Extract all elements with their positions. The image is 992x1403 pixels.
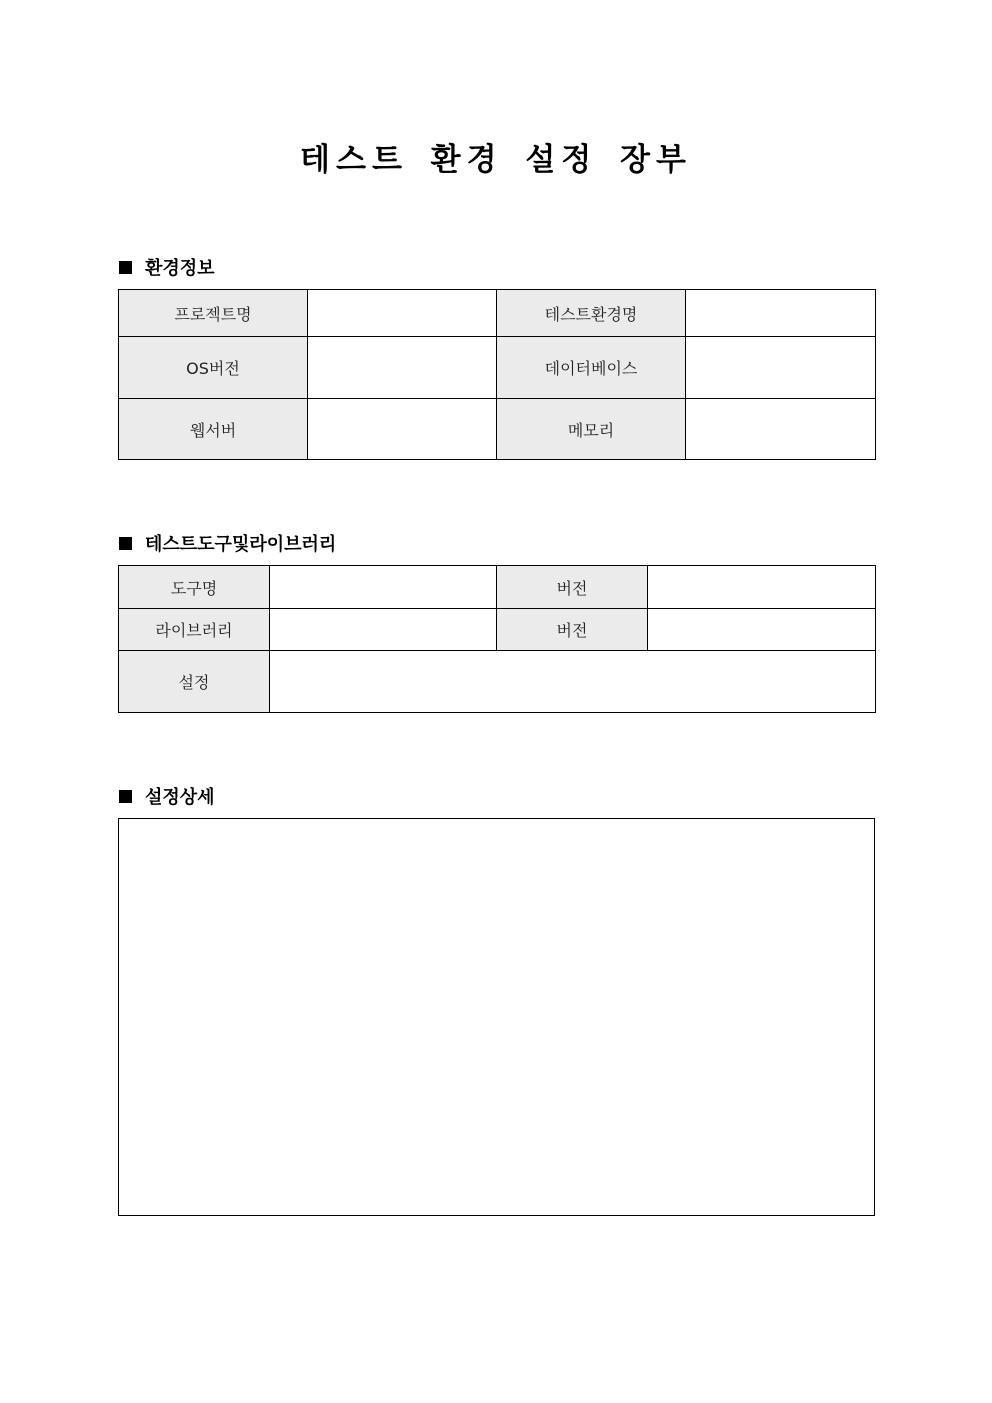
web-server-label: 웹서버 — [119, 399, 308, 460]
env-info-table — [118, 289, 876, 460]
database-label: 데이터베이스 — [497, 337, 686, 399]
memory-label: 메모리 — [497, 399, 686, 460]
setting-label: 설정 — [119, 651, 270, 713]
square-bullet-icon — [119, 790, 132, 803]
os-version-label: OS버전 — [119, 337, 308, 399]
library-version-field[interactable] — [648, 609, 876, 651]
web-server-field[interactable] — [308, 399, 497, 460]
project-name-field[interactable] — [308, 290, 497, 337]
section-heading-tools — [119, 530, 336, 556]
section-heading-label: 환경정보 — [145, 258, 215, 279]
square-bullet-icon — [119, 261, 132, 274]
project-name-label: 프로젝트명 — [119, 290, 308, 337]
library-field[interactable] — [270, 609, 497, 651]
tool-version-label: 버전 — [497, 566, 648, 609]
library-version-label: 버전 — [497, 609, 648, 651]
table-row — [119, 337, 876, 399]
tool-version-field[interactable] — [648, 566, 876, 609]
tool-name-label: 도구명 — [119, 566, 270, 609]
page-title: 테스트 환경 설정 장부 — [300, 142, 692, 178]
section-heading-label: 테스트도구및라이브러리 — [145, 534, 337, 555]
tool-name-field[interactable] — [270, 566, 497, 609]
database-field[interactable] — [686, 337, 876, 399]
tools-table — [118, 565, 876, 713]
table-row — [119, 399, 876, 460]
os-version-field[interactable] — [308, 337, 497, 399]
table-row — [119, 651, 876, 713]
setting-field[interactable] — [270, 651, 876, 713]
library-label: 라이브러리 — [119, 609, 270, 651]
memory-field[interactable] — [686, 399, 876, 460]
square-bullet-icon — [119, 537, 132, 550]
test-env-name-field[interactable] — [686, 290, 876, 337]
test-env-name-label: 테스트환경명 — [497, 290, 686, 337]
section-heading-detail — [119, 783, 215, 809]
section-heading-env — [119, 254, 215, 280]
setting-detail-textarea[interactable] — [118, 818, 875, 1216]
table-row — [119, 609, 876, 651]
section-heading-label: 설정상세 — [145, 787, 215, 808]
table-row — [119, 566, 876, 609]
table-row — [119, 290, 876, 337]
